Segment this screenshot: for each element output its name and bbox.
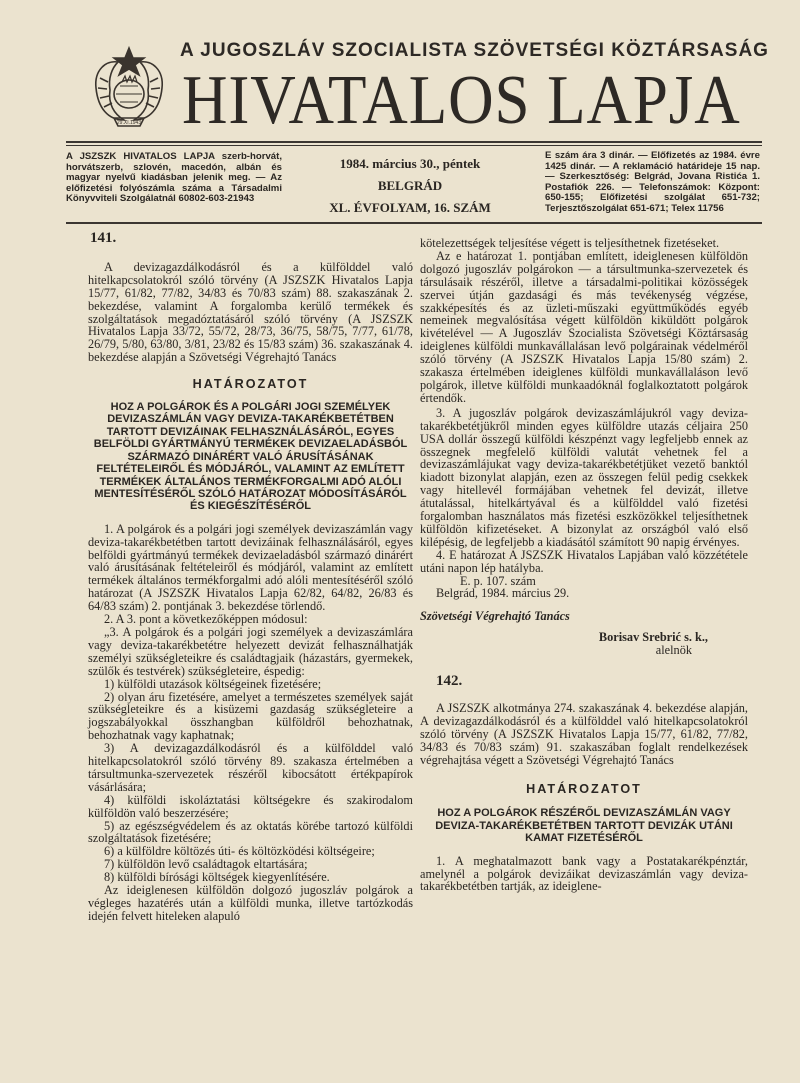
subscription-info: A JSZSZK HIVATALOS LAPJA szerb-horvát, horvátszerb, szlovén, macedón, albán és magyar nyelvű kiadásban jelenik meg. — Az előfizetési folyószámla száma a Társadalmi Könyvviteli Szolgálatnál 60802-603-21943 bbox=[66, 151, 282, 205]
decree-heading: HATÁROZATOT bbox=[526, 781, 642, 796]
paragraph: „3. A polgárok és a polgári jogi személyek a devizaszámlára vagy deviza-takarékbetétre helyezett devizát felhasználhatják személyi szükségleteikre és családtagjaik (házastárs, gyermekek, szülők és testvérek) szükségleteire, éspedig: bbox=[88, 624, 413, 678]
price-info: E szám ára 3 dinár. — Előfizetés az 1984. évre 1425 dinár. — A reklamáció határideje 15 nap. — Szerkesztőség: Belgrád, Jovana Ristića 1. Postafiók 226. — Telefonszámok: Központ: 650-155; Előfizetési szolgálat 651-732; Terjesztőszolgálat 651-671; Telex 11756 bbox=[545, 150, 760, 214]
signatory-name: Borisav Srebrić s. k., bbox=[598, 630, 708, 645]
list-item: 1) külföldi utazások költségeinek fizetésére; bbox=[104, 676, 322, 691]
issue-volume: XL. ÉVFOLYAM, 16. SZÁM bbox=[329, 200, 491, 215]
decree-number: 141. bbox=[90, 230, 117, 246]
list-item: 7) külföldön levő családtagok eltartására; bbox=[104, 857, 308, 872]
council-name: Szövetségi Végrehajtó Tanács bbox=[420, 609, 570, 624]
list-item: 3) A devizagazdálkodásról és a külfölddel való hitelkapcsolatokról szóló törvény 89. szakasza értelmében a társultmunka-szervezetek részéről kibocsátott értékpapírok vásárlására; bbox=[88, 741, 413, 794]
list-item: 6) a külföldre költözés úti- és költözködési költségeire; bbox=[104, 844, 375, 859]
signatory-role: alelnök bbox=[655, 643, 692, 658]
svg-text:29.XI.1943: 29.XI.1943 bbox=[116, 120, 142, 126]
list-item: 5) az egészségvédelem és az oktatás körébe tartozó külföldi szolgáltatások fizetésére; bbox=[88, 818, 413, 846]
issue-city: BELGRÁD bbox=[377, 178, 443, 193]
paragraph: 1. A meghatalmazott bank vagy a Postatakarékpénztár, amelynél a polgárok devizáikat devizaszámlán vagy deviza-takarékbetétben tartják, az ideiglene- bbox=[420, 853, 748, 894]
decree-subheading: HOZ A POLGÁROK ÉS A POLGÁRI JOGI SZEMÉLYEK DEVIZASZÁMLÁN VAGY DEVIZA-TAKARÉKBETÉTBEN TARTOTT DEVIZÁINAK FELHASZNÁLÁSÁRÓL, EGYES BELFÖLDI GYÁRTMÁNYÚ TERMÉKEK DEVIZAELADÁSBÓL SZÁRMAZÓ DINÁRÉRT VALÓ ÁRUSÍTÁSÁNAK FELTÉTELEIRŐL ÉS MÓDJÁRÓL, VALAMINT AZ EMLÍTETT TERMÉKEK ÁLTALÁNOS TERMÉKFORGALMI ADÓ ALÓLI MENTESÍTÉSÉRŐL SZÓLÓ HATÁROZAT MÓDOSÍTÁSÁRÓL ÉS KIEGÉSZÍTÉSÉRŐL bbox=[93, 401, 408, 513]
issue-date: 1984. március 30., péntek bbox=[339, 156, 481, 171]
info-rule bbox=[66, 222, 762, 224]
paragraph: 3. A jugoszláv polgárok devizaszámlájukról vagy deviza-takarékbetétjükről minden egyes külföldre utazás céljaira 250 USA dollár összegű külföldi készpénzt vagy legfeljebb ennek az összegnek megfelelő külföldi valutát vehetnek fel a devizaszámlájukat vagy deviza-takarékbetétjüket vezető banktól kiadott bizonylat alapján, ezen az összegen felül pedig csekkek vagy hitellevél formájában vehetnek fel devizát, illetve átutalással, hitelkártyával és a külfölddel való fizetési forgalomban használatos más fizetési eszközökkel teljesíthetnek külföldön kifizetéseket. A bizonylat az országból való első kilépésig, de legfeljebb a kiadásától számított 90 napig érvényes. bbox=[420, 405, 748, 549]
paragraph: 4. E határozat A JSZSZK Hivatalos Lapjában való közzététele utáni napon lép hatályba. bbox=[420, 547, 748, 575]
decree-intro: A JSZSZK alkotmánya 274. szakaszának 4. bekezdése alapján, A devizagazdálkodásról és a külfölddel való hitelkapcsolatokról szóló törvény (A JSZSZK Hivatalos Lapja 15/77, 61/82, 77/82, 34/83 és 70/83 szám) 91. szakaszában foglalt rendelkezések végrehajtása végett a Szövetségi Végrehajtó Tanács bbox=[420, 701, 748, 767]
issue-info bbox=[300, 153, 520, 219]
reference-number: E. p. 107. szám bbox=[460, 573, 536, 588]
paragraph: 2. A 3. pont a következőképpen módosul: bbox=[104, 612, 308, 627]
decree-number: 142. bbox=[436, 673, 463, 690]
left-column bbox=[88, 232, 413, 923]
list-item: 4) külföldi iskoláztatási költségekre és szakirodalom külföldön való beszerzésére; bbox=[88, 792, 413, 820]
decree-subheading: HOZ A POLGÁROK RÉSZÉRŐL DEVIZASZÁMLÁN VAGY DEVIZA-TAKARÉKBETÉTBEN TARTOTT DEVIZÁK UTÁNI KAMAT FIZETÉSÉRŐL bbox=[435, 807, 733, 845]
paragraph: Az e határozat 1. pontjában említett, ideiglenesen külföldön dolgozó jugoszláv polgárokon — a társultmunka-szervezetek és társulásaik részéről, illetve a társadalmi-politikai közösségek szervei útján gazdasági és más tevékenység végzése, szakképesítés és az üzleti-műszaki együttműködés egyéb nemeinek megvalósítása végett külföldön kiküldött polgárok kivételével — A Jugoszláv Szocialista Szövetségi Köztársaság ideiglenes külföldi munkavállalásan levő polgárainak védelméről szóló törvény (A JSZSZK Hivatalos Lapja 15/80 szám) 2. szakasza értelmében ideiglenes külföldi munkavállaláson levő polgárok, illetve külföldi munkaadóknál foglalkoztatott polgárok értendők. bbox=[420, 248, 748, 405]
right-column bbox=[420, 237, 748, 893]
paragraph-continued: kötelezettségek teljesítése végett is teljesíthetnek fizetéseket. bbox=[420, 236, 720, 250]
state-emblem-icon bbox=[84, 38, 174, 130]
masthead-rule-thin bbox=[66, 145, 762, 146]
decree-heading: HATÁROZATOT bbox=[192, 377, 309, 392]
masthead-title: HIVATALOS LAPJA bbox=[182, 62, 741, 139]
paragraph: 1. A polgárok és a polgári jogi személyek devizaszámlán vagy deviza-takarékbetétben tartott devizáinak felhasználásáról, egyes belföldi gyártmányú termékek devizaeladásból származó dinárért való árusításának feltételeiről és módjáról, valamint az említett termékek általános termékforgalmi adó alóli mentesítéséről szóló határozat (A JSZSZK Hivatalos Lapja 62/82, 64/82, 26/83 és 64/83 szám) 2. pontjának 3. bekezdése törlendő. bbox=[88, 521, 413, 614]
decree-intro: A devizagazdálkodásról és a külfölddel való hitelkapcsolatokról szóló törvény (A JSZSZK Hivatalos Lapja 15/77, 61/82, 77/82, 34/83 és 70/83 szám) 88. szakaszának 2. bekezdése, valamint A forgalomba kerülő termékek és szolgáltatások megadóztatásáról szóló törvény (A JSZSZK Hivatalos Lapja 33/72, 55/72, 28/73, 36/75, 58/75, 7/77, 61/78, 26/79, 5/80, 63/80, 3/81, 23/82 és 15/83 szám) 36. szakaszának 4. bekezdése alapján a Szövetségi Végrehajtó Tanács bbox=[88, 259, 413, 365]
list-item: 8) külföldi bírósági költségek kiegyenlítésére. bbox=[104, 870, 330, 885]
place-date: Belgrád, 1984. március 29. bbox=[436, 586, 570, 601]
paragraph: Az ideiglenesen külföldön dolgozó jugoszláv polgárok a végleges hazatérés után a külföldi munka, illetve tartózkodás idején felvett hiteleken alapuló bbox=[88, 883, 413, 923]
masthead-subtitle: A JUGOSZLÁV SZOCIALISTA SZÖVETSÉGI KÖZTÁRSASÁG bbox=[180, 40, 769, 61]
list-item: 2) olyan áru fizetésére, amelyet a természetes személyek saját szükségleteikre és a kisüzemi gazdaság szükségleteire a jogszabályokkal összhangban külföldről behozhatnak, behozhatnak vagy kaphatnak; bbox=[88, 689, 413, 743]
masthead-rule bbox=[66, 141, 762, 143]
